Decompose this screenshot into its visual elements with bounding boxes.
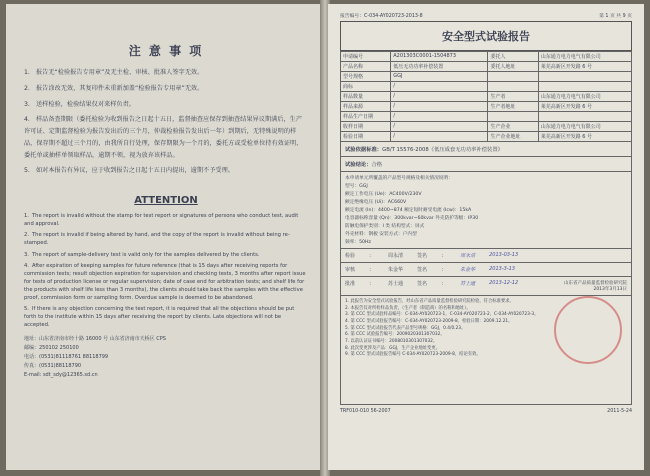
notice-item: 4. 样品备查期限（委托检验为收到报告之日起十五日，监督抽查应保存到抽查结果异议期满后，生产许可证、定期监督检验为报告发出后的三个月，仲裁检验报告发出后一年）到期后，无特殊说明的样品，保存期不超过三个月的，由我所自行处理，保存期限为一个月的，委托方或受检单位持有效证明、委托单或抽样单领取样品，逾期不领，视为放弃该样品。 — [24, 116, 303, 159]
info-cell: / — [391, 82, 488, 92]
params-block: 本申请单元所覆盖的产品型号规格及相关情况说明： 型号：GGJ 额定工作电压 (Ue)：AC400V/230V 额定绝缘电压 (Ui)：AC660V 额定电流 (In)：4400~874 额定短时耐受电流 (Icw)：15kA 电容器标称容量 (Qn)：300kvar~60kvar 外壳防护等级：IP30 防触电保护类别：I 类 结构型式：屏式 外壳材料：钢板 安装方式：户内型 频率：50Hz — [340, 172, 632, 249]
info-row — [341, 122, 632, 132]
info-cell: 生产企业 — [488, 122, 538, 132]
attention-list — [24, 212, 308, 329]
info-cell: / — [391, 122, 488, 132]
report-header — [340, 12, 632, 22]
postcode: 邮编：250102 250100 — [24, 345, 79, 352]
address: 地址：山东省济南市经十路 16000 号 山东省济南市天桥区 CPS — [24, 336, 166, 343]
info-cell: 山东通力电力电气有限公司 — [538, 52, 631, 62]
info-cell: 山东通力电力电气有限公司 — [538, 92, 631, 102]
signature-row: 检验 ： 周永清 签名 ： 周永清 2013-03-13 — [340, 249, 632, 263]
info-cell: 样品生产日期 — [341, 112, 391, 122]
notice-item: 3. 送样检验，检验结果仅对来样负责。 — [24, 100, 135, 108]
phone: 电话：(0531)81118761 88118799 — [24, 354, 109, 361]
notice-item: 1. 报告无“检验报告专用章”及无主检、审核、批准人签字无效。 — [24, 69, 204, 76]
info-cell: 产品名称 — [341, 62, 391, 72]
form-footer — [340, 409, 632, 414]
info-cell: 样品数量 — [341, 92, 391, 102]
attention-item: 2. The report is invalid if being altered by hand, and the copy of the report is invalid without being re-stamped. — [24, 232, 290, 247]
attention-item: 1. The report is invalid without the stamp for test report or signatures of persons who conduct test, audit and approval. — [24, 213, 299, 228]
info-row — [341, 62, 632, 72]
signature-row: 审核 ： 朱金华 签名 ： 朱金华 2013-3-13 — [340, 263, 632, 277]
info-cell: 检验日期 — [341, 132, 391, 142]
info-cell: 莱芜高新区开发路 6 号 — [538, 132, 631, 142]
info-cell: 生产企业地址 — [488, 132, 538, 142]
info-cell: / — [391, 112, 488, 122]
report-number: 报告编号：C-034-AY020723-2013-8 — [340, 14, 423, 19]
info-cell: 收样日期 — [341, 122, 391, 132]
signature-row: 批准 ： 苏士通 签名 ： 苏士通 2013-12-12 山东省产品质量监督检验研究院 2013年3月13日 — [340, 277, 632, 296]
form-date: 2011-5-24 — [607, 409, 632, 414]
attention-item: 3. The report of sample-delivery test is valid only for the samples delivered by the clients. — [24, 251, 260, 258]
official-seal — [554, 296, 622, 364]
notice-item: 5. 如对本报告有异议，应于收到报告之日起十五日内提出，逾期不予受理。 — [24, 167, 234, 175]
email: E-mail: sdt_sdy@12365.sd.cn — [24, 372, 98, 379]
info-cell: 委托人地址 — [488, 62, 538, 72]
conclusion-row: 试验结论：合格 — [340, 157, 632, 172]
info-cell: / — [391, 132, 488, 142]
handwritten-signature: 苏士通 — [460, 281, 476, 287]
info-cell — [538, 72, 631, 82]
info-cell: 莱芜高新区开发路 6 号 — [538, 62, 631, 72]
handwritten-signature: 周永清 — [460, 253, 476, 259]
info-cell: GGJ — [391, 72, 488, 82]
info-cell: 商标 — [341, 82, 391, 92]
info-row — [341, 52, 632, 62]
form-number: TRF010-010 56-2007 — [340, 409, 391, 414]
info-cell: 生产者 — [488, 92, 538, 102]
info-cell — [538, 112, 631, 122]
notice-item: 2. 报告涂改无效，其复印件未重新加盖“检验报告专用章”无效。 — [24, 84, 204, 92]
info-cell — [488, 82, 538, 92]
info-row — [341, 92, 632, 102]
info-cell: A201303C0001-1504873 — [391, 52, 488, 62]
attention-item: 5. If there is any objection concerning the test report, it is required that all the objections should be put forth to the institute within 15 days after receiving the report by clients. Late objections will not be accepted. — [24, 305, 295, 328]
info-cell: / — [391, 92, 488, 102]
info-row — [341, 102, 632, 112]
notice-list — [24, 67, 308, 177]
info-cell: 样品来源 — [341, 102, 391, 112]
info-row — [341, 132, 632, 142]
handwritten-signature: 朱金华 — [460, 267, 476, 273]
report-title: 安全型式试验报告 — [340, 22, 632, 51]
basis-row: 试验依据标准：GB/T 15576-2008《低压成套无功功率补偿装置》 — [340, 142, 632, 157]
info-row — [341, 72, 632, 82]
info-cell: 山东通力电力电气有限公司 — [538, 122, 631, 132]
info-cell: 莱芜高新区开发路 6 号 — [538, 102, 631, 112]
info-cell — [538, 82, 631, 92]
info-cell: 低压无功功率补偿装置 — [391, 62, 488, 72]
info-cell: / — [391, 102, 488, 112]
info-table — [340, 51, 632, 142]
info-row — [341, 82, 632, 92]
right-page — [328, 4, 644, 470]
attention-item: 4. After expiration of keeping samples for future reference (that is 15 days after receiving reports for commission tests; result objection expiration for supervision and checking tests, 3 months after report issue for tests of production license or regular supervision; date of case end for arbitration tests; and shelf life for the products with shelf life less than 3 months), the clients should take back the samples with the effective proof, commission form or sampling form. Overdue sample is deemed to be abandoned. — [24, 262, 306, 301]
info-cell: 生产者地址 — [488, 102, 538, 112]
page-number: 第 1 页 共 9 页 — [599, 14, 632, 19]
notes-block: 1. 此报告为安全型式试验报告，经山东省产品质量监督检验研究院检验，符合标准要求。 2. 本报告仅对所检样品负责，（生产者（制造商）的名称和地址）。 3. 第 CCC 型式试验样品编号：C-034-AY020723-1，C-034-AY020723-2，C-034-AY020723-3。 4. 第 CCC 型式试验报告编号：C-034-AY020723-2009-8，检验日期：2009.12.21。 5. 第 CCC 型式试验报告代表产品型号规格：GGJ，0.4/0.23。 6. 第 CCC 试验报告编号：2009020301307032。 7. 以前认证证书编号：2008010301307032。 8. 此次变更涉及产品：GGJ，生产企业地址变更。 9. 第 CCC 型式试验报告编号 C-034-AY020723-2009-8，结论有效。 — [340, 296, 632, 405]
info-cell — [488, 72, 538, 82]
info-row — [341, 112, 632, 122]
notice-title: 注 意 事 项 — [128, 44, 204, 58]
info-cell — [488, 112, 538, 122]
contact-block — [24, 335, 308, 380]
fax: 传真：(0531)88118790 — [24, 363, 82, 370]
stamp-caption: 山东省产品质量监督检验研究院 2013年3月13日 — [564, 281, 627, 292]
attention-title: ATTENTION — [134, 195, 198, 207]
left-page — [6, 4, 322, 470]
info-cell: 申请编号 — [341, 52, 391, 62]
info-cell: 委托人 — [488, 52, 538, 62]
info-cell: 型号规格 — [341, 72, 391, 82]
